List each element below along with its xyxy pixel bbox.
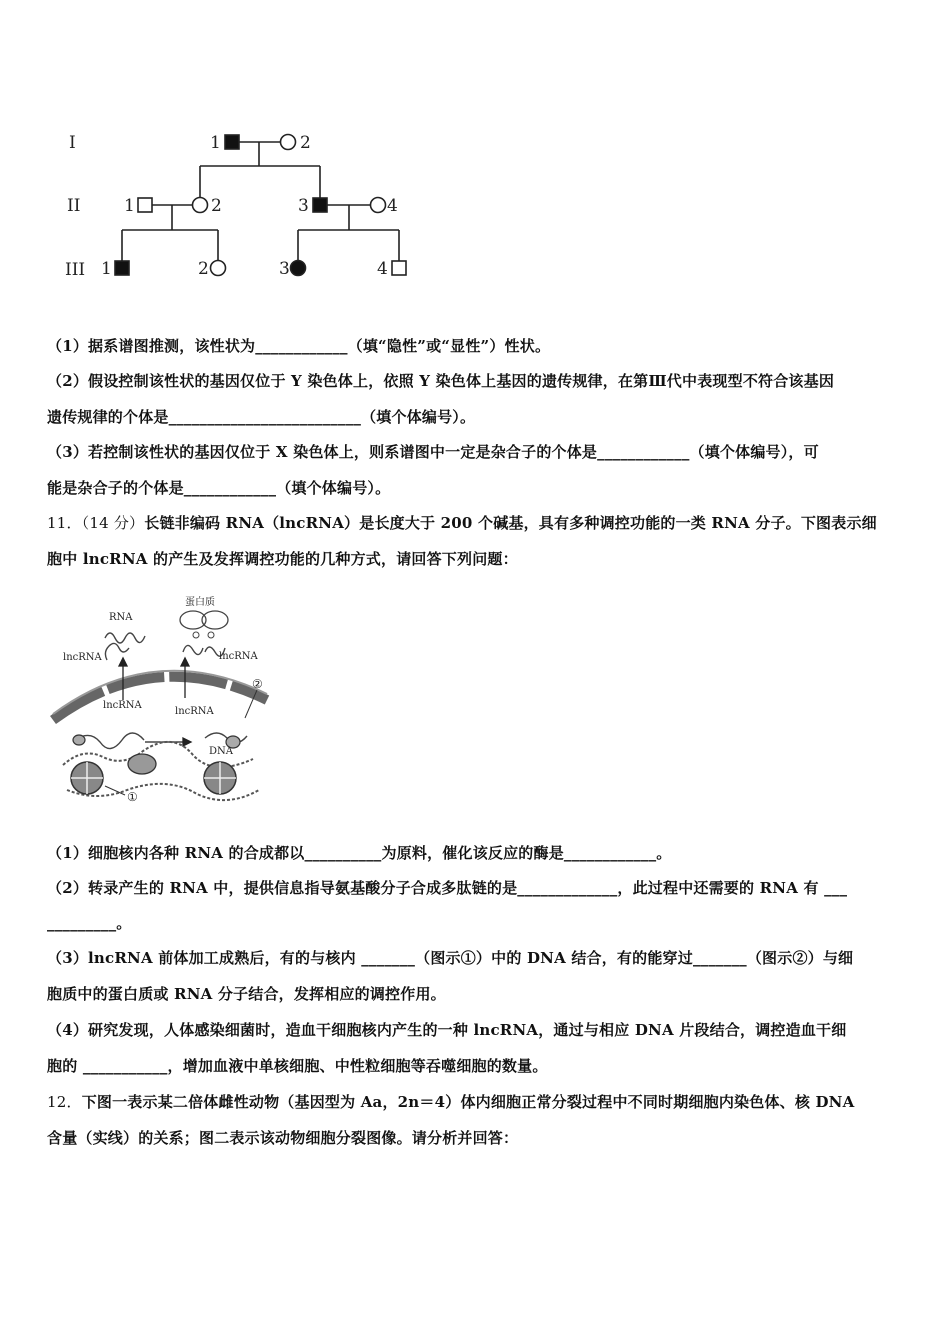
label-II3: 3 (298, 196, 309, 216)
q11-part3-line2: 胞质中的蛋白质或 RNA 分子结合，发挥相应的调控作用。 (47, 985, 446, 1003)
q10-part3-line1: （3）若控制该性状的基因仅位于 X 染色体上，则系谱图中一定是杂合子的个体是____________（填个体编号），可 (47, 443, 819, 461)
gen2-female-4 (371, 198, 386, 213)
pedigree-chart (55, 118, 435, 288)
gen-label-1: I (69, 133, 76, 153)
gen2-male-3-affected (313, 198, 327, 212)
q11-part3-line1: （3）lncRNA 前体加工成熟后，有的与核内 _______（图示①）中的 DNA 结合，有的能穿过_______（图示②）与细 (47, 949, 854, 967)
q11-part2-line2: _________。 (47, 914, 132, 932)
q10-part2-line2: 遗传规律的个体是_________________________（填个体编号）。 (47, 408, 476, 426)
q10-part2-line1: （2）假设控制该性状的基因仅位于 Y 染色体上，依照 Y 染色体上基因的遗传规律，在第Ⅲ代中表现型不符合该基因 (47, 372, 835, 390)
marker-2: ② (252, 677, 263, 691)
gen3-male-1-affected (115, 261, 129, 275)
gen2-male-1 (138, 198, 152, 212)
label-I1: 1 (210, 133, 221, 153)
q10-part3-line2: 能是杂合子的个体是____________（填个体编号）。 (47, 479, 391, 497)
label-II1: 1 (124, 196, 135, 216)
gen2-female-2 (193, 198, 208, 213)
label-II4: 4 (387, 196, 398, 216)
gen3-female-3-affected (291, 261, 306, 276)
q12-number: 12． (47, 1093, 82, 1111)
q12-line1 (47, 1092, 907, 1112)
label-lncrna-top-left: lncRNA (63, 652, 102, 663)
gen1-female (281, 135, 296, 150)
q11-part2-line1: （2）转录产生的 RNA 中，提供信息指导氨基酸分子合成多肽链的是_____________，此过程中还需要的 RNA 有 ___ (47, 879, 848, 897)
marker-1: ① (127, 790, 138, 804)
label-protein: 蛋白质 (185, 597, 215, 608)
q12-text: 下图一表示某二倍体雌性动物（基因型为 Aa，2n＝4）体内细胞正常分裂过程中不同时期细胞内染色体、核 DNA (81, 1093, 855, 1111)
q11-part1: （1）细胞核内各种 RNA 的合成都以__________为原料，催化该反应的酶是____________。 (47, 844, 672, 862)
q11-intro-text: 长链非编码 RNA（lncRNA）是长度大于 200 个碱基，具有多种调控功能的一类 RNA 分子。下图表示细 (144, 514, 877, 532)
label-I2: 2 (300, 133, 311, 153)
gen3-male-4 (392, 261, 406, 275)
label-III1: 1 (101, 259, 112, 279)
q10-part1: （1）据系谱图推测，该性状为____________（填“隐性”或“显性”）性状。 (47, 337, 551, 355)
q11-part4-line2: 胞的 ___________，增加血液中单核细胞、中性粒细胞等吞噬细胞的数量。 (47, 1057, 548, 1075)
label-III2: 2 (198, 259, 209, 279)
label-lncrna-top-right: lncRNA (219, 651, 258, 662)
label-III3: 3 (279, 259, 290, 279)
q12-line2: 含量（实线）的关系；图二表示该动物细胞分裂图像。请分析并回答： (47, 1129, 519, 1147)
q11-intro-line1 (47, 513, 907, 533)
gen-label-3: III (65, 260, 86, 280)
lncrna-figure (45, 590, 285, 810)
q11-intro-line2: 胞中 lncRNA 的产生及发挥调控功能的几种方式，请回答下列问题： (47, 550, 518, 568)
label-lncrna-mid-right: lncRNA (175, 706, 214, 717)
gen-label-2: II (67, 196, 81, 216)
label-rna: RNA (109, 612, 133, 623)
q11-number: 11．（14 分） (47, 514, 145, 532)
label-dna: DNA (209, 746, 233, 757)
gen1-male-affected (225, 135, 239, 149)
label-lncrna-mid-left: lncRNA (103, 700, 142, 711)
label-II2: 2 (211, 196, 222, 216)
gen3-female-2 (211, 261, 226, 276)
q11-part4-line1: （4）研究发现，人体感染细菌时，造血干细胞核内产生的一种 lncRNA，通过与相应 DNA 片段结合，调控造血干细 (47, 1021, 847, 1039)
label-III4: 4 (377, 259, 388, 279)
